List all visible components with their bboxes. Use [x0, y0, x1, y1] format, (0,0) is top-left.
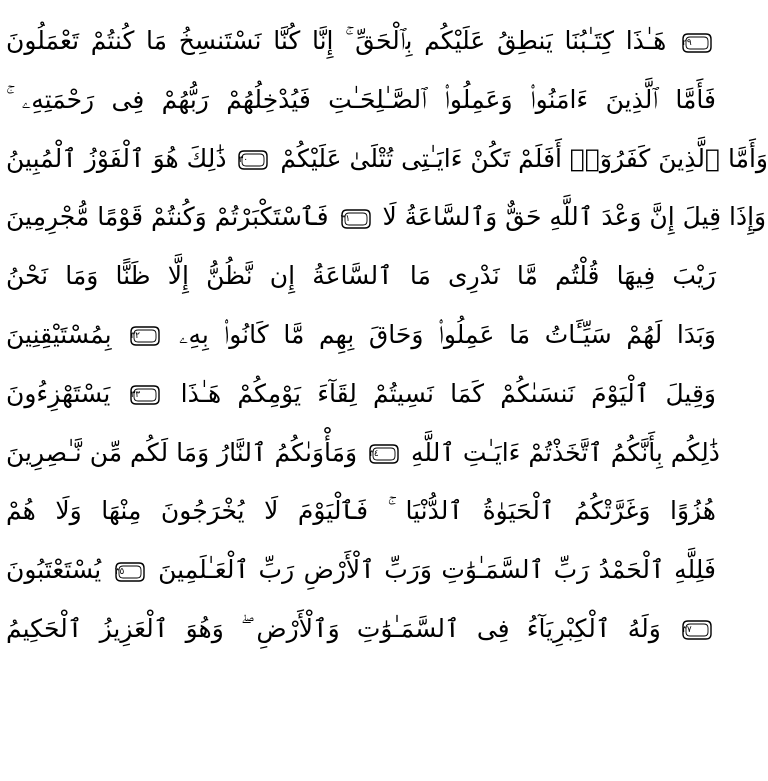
verse-line	[6, 541, 716, 600]
verse-line	[6, 600, 716, 659]
ayah-number: ٢٩	[682, 37, 692, 48]
verse-line	[6, 71, 716, 130]
ayah-end-marker-icon	[130, 325, 160, 347]
ayah-end-marker-icon	[115, 561, 145, 583]
verse-line	[6, 424, 720, 483]
ayah-number: ٣٥	[114, 566, 125, 577]
verse-line	[6, 130, 768, 189]
verse-line	[6, 306, 716, 365]
ayah-end-marker-icon	[130, 384, 160, 406]
verse-text: فَلِلَّهِ ٱلْحَمْدُ رَبِّ ٱلسَّمَـٰوَٰتِ وَرَبِّ ٱلْأَرْضِ رَبِّ ٱلْعَـٰلَمِينَ	[158, 555, 716, 585]
verse-text: بِمُسْتَيْقِنِينَ	[6, 319, 112, 349]
verse-text: وَإِذَا قِيلَ إِنَّ وَعْدَ ٱللَّهِ حَقٌّ وَٱلسَّاعَةُ لَا	[382, 202, 767, 232]
verse-text: ذَٰلِكُم بِأَنَّكُمُ ٱتَّخَذْتُمْ ءَايَـٰتِ ٱللَّهِ	[411, 437, 720, 467]
ayah-end-marker-icon	[369, 443, 399, 465]
ayah-number: ٣٠	[238, 155, 249, 166]
ayah-end-marker-icon	[682, 619, 712, 641]
ayah-number: ٣٤	[369, 449, 379, 460]
verse-line	[6, 12, 716, 71]
ayah-end-marker-icon	[341, 208, 371, 230]
ayah-number: ٣٧	[682, 625, 692, 636]
verse-text: فَٱسْتَكْبَرْتُمْ وَكُنتُمْ قَوْمًا مُّجْرِمِينَ	[6, 202, 329, 232]
verse-text: يَسْتَهْزِءُونَ	[6, 378, 111, 408]
verse-text: فَأَمَّا ٱلَّذِينَ ءَامَنُوا۟ وَعَمِلُوا۟ ٱلصَّـٰلِحَـٰتِ فَيُدْخِلُهُمْ رَبُّهُمْ فِى رَحْمَتِهِۦ ۚ	[6, 84, 716, 114]
verse-line	[6, 365, 716, 424]
verse-text: وَقِيلَ ٱلْيَوْمَ نَنسَىٰكُمْ كَمَا نَسِيتُمْ لِقَآءَ يَوْمِكُمْ هَـٰذَا	[180, 378, 717, 408]
verse-text: ذَٰلِكَ هُوَ ٱلْفَوْزُ ٱلْمُبِينُ	[6, 143, 227, 173]
verse-text: يُسْتَعْتَبُونَ	[6, 555, 102, 585]
ayah-end-marker-icon	[682, 32, 712, 54]
verse-text: هُزُوًا وَغَرَّتْكُمُ ٱلْحَيَوٰةُ ٱلدُّنْيَا ۚ فَٱلْيَوْمَ لَا يُخْرَجُونَ مِنْهَا وَلَا هُمْ	[6, 496, 716, 526]
ayah-number: ٣٢	[130, 331, 140, 342]
verse-line	[6, 247, 716, 306]
verse-text: وَلَهُ ٱلْكِبْرِيَآءُ فِى ٱلسَّمَـٰوَٰتِ وَٱلْأَرْضِ ۖ وَهُوَ ٱلْعَزِيزُ ٱلْحَكِيمُ	[6, 613, 661, 643]
verse-text: هَـٰذَا كِتَـٰبُنَا يَنطِقُ عَلَيْكُم بِٱلْحَقِّ ۚ إِنَّا كُنَّا نَسْتَنسِخُ مَا كُنتُمْ تَعْمَلُونَ	[6, 26, 667, 55]
ayah-end-marker-icon	[238, 149, 268, 171]
ayah-number: ٣١	[340, 213, 351, 224]
verse-text: وَبَدَا لَهُمْ سَيِّـَٔاتُ مَا عَمِلُوا۟ وَحَاقَ بِهِم مَّا كَانُوا۟ بِهِۦ	[178, 319, 717, 349]
verse-text: رَيْبَ فِيهَا قُلْتُم مَّا نَدْرِى مَا ٱلسَّاعَةُ إِن نَّظُنُّ إِلَّا ظَنًّا وَمَا نَحْنُ	[6, 261, 716, 291]
verse-text: وَمَأْوَىٰكُمُ ٱلنَّارُ وَمَا لَكُم مِّن نَّـٰصِرِينَ	[6, 437, 358, 467]
verse-line	[6, 188, 767, 247]
verse-text: وَأَمَّا ٱلَّذِينَ كَفَرُوٓا۟ أَفَلَمْ تَكُنْ ءَايَـٰتِى تُتْلَىٰ عَلَيْكُمْ	[280, 143, 768, 173]
ayah-number: ٣٣	[130, 390, 141, 401]
verse-line	[6, 482, 716, 541]
